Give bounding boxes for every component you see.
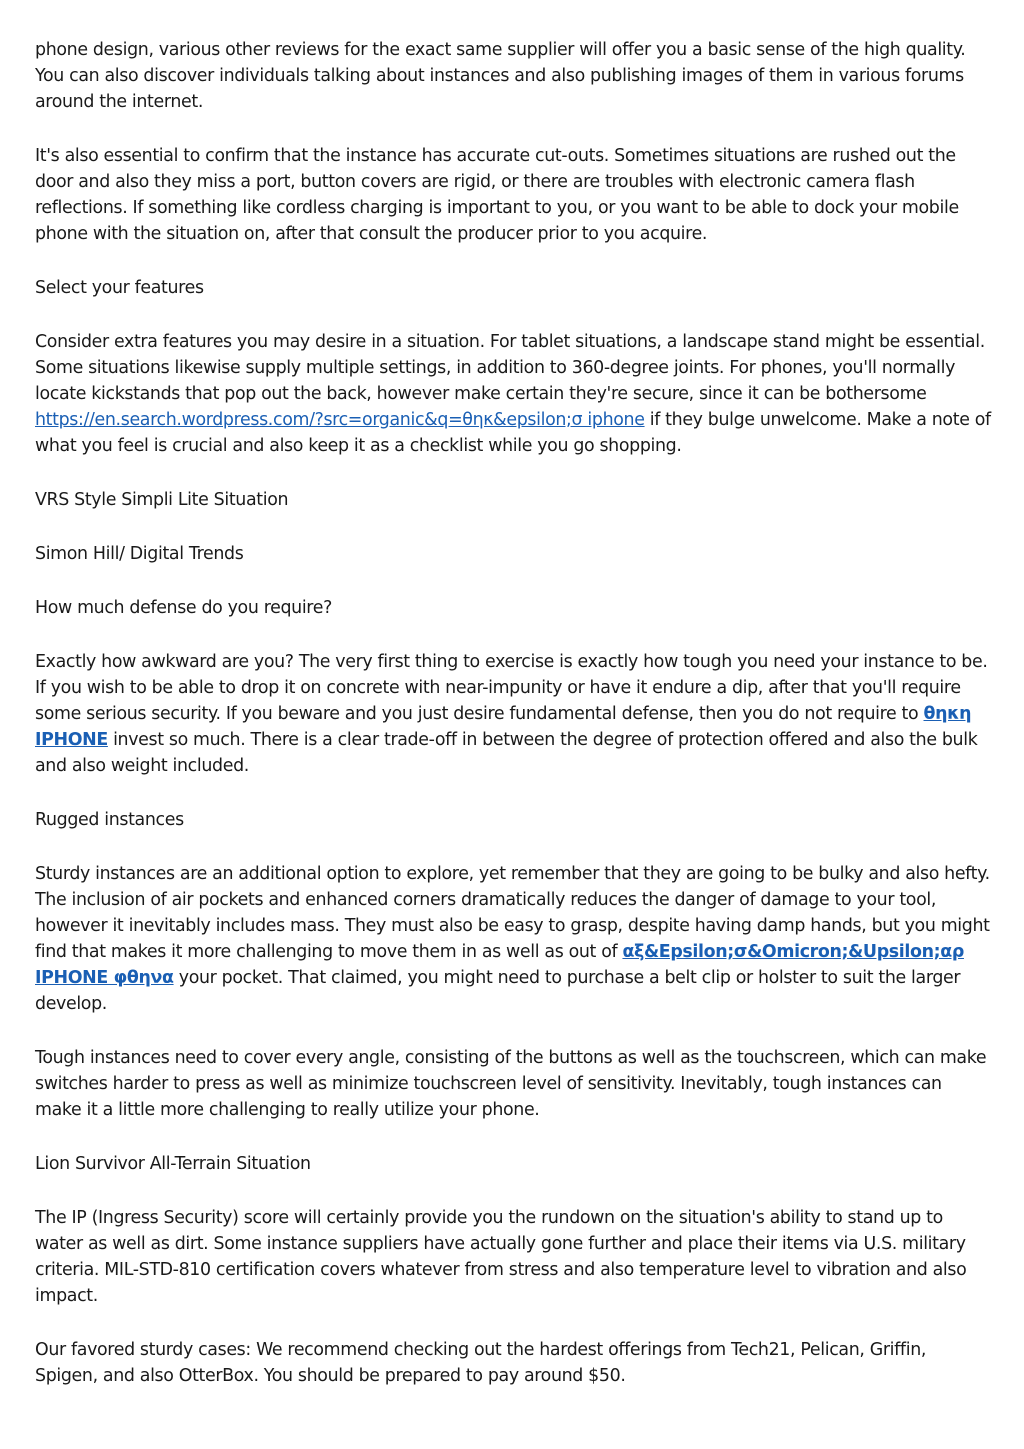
paragraph-tough-instances: Tough instances need to cover every angle, consisting of the buttons as well as the touchscreen, which can make switches harder to press as well as minimize touchscreen level of sensitivity. Inevitably, tough instances can make it a little more challenging to really utilize your phone. xyxy=(35,1048,987,1120)
theki-iphone-link[interactable]: θηκη IPHONE xyxy=(35,704,972,750)
heading-select-features: Select your features xyxy=(35,278,204,298)
paragraph-sturdy-text-end: your pocket. That claimed, you might need to purchase a belt clip or holster to suit the larger develop. xyxy=(35,968,961,1014)
paragraph-reviews: phone design, various other reviews for the exact same supplier will offer you a basic sense of the high quality. You can also discover individuals talking about instances and also publishing images of them in various forums around the internet. xyxy=(35,40,966,112)
paragraph-awkward-text-start: Exactly how awkward are you? The very first thing to exercise is exactly how tough you need your instance to be. If you wish to be able to drop it on concrete with near-impunity or have it endure a dip, after that you'll require some serious security. If you beware and you just desire fundamental defense, then you do not require to xyxy=(35,652,988,724)
aksesouar-iphone-link[interactable]: αξ&Epsilon;σ&Omicron;&Upsilon;αρ IPHONE φθηνα xyxy=(35,942,964,988)
paragraph-extra-features-text-start: Consider extra features you may desire in a situation. For tablet situations, a landscape stand might be essential. Some situations likewise supply multiple settings, in addition to 360-degree joints. For phones, you'll normally locate kickstands that pop out the back, however make certain they're secure, since it can be bothersome xyxy=(35,332,985,404)
paragraph-sturdy-text-start: Sturdy instances are an additional option to explore, yet remember that they are going to be bulky and also hefty. The inclusion of air pockets and enhanced corners dramatically reduces the danger of damage to your tool, however it inevitably includes mass. They must also be easy to grasp, despite having damp hands, but you might find that makes it more challenging to move them in as well as out of xyxy=(35,864,990,962)
document-page xyxy=(35,37,993,1417)
paragraph-sturdy xyxy=(35,861,993,1017)
paragraph-extra-features-text-end: if they bulge unwelcome. Make a note of what you feel is crucial and also keep it as a checklist while you go shopping. xyxy=(35,410,991,456)
paragraph-extra-features xyxy=(35,329,993,459)
wordpress-search-link[interactable]: https://en.search.wordpress.com/?src=organic&q=θηκ&epsilon;σ iphone xyxy=(35,410,645,430)
paragraph-awkward xyxy=(35,649,993,779)
heading-lion-survivor: Lion Survivor All-Terrain Situation xyxy=(35,1154,311,1174)
heading-how-much-defense: How much defense do you require? xyxy=(35,598,332,618)
heading-rugged-instances: Rugged instances xyxy=(35,810,184,830)
heading-vrs-design: VRS Style Simpli Lite Situation xyxy=(35,490,289,510)
paragraph-cutouts: It's also essential to confirm that the instance has accurate cut-outs. Sometimes situations are rushed out the door and also they miss a port, button covers are rigid, or there are troubles with electronic camera flash reflections. If something like cordless charging is important to you, or you want to be able to dock your mobile phone with the situation on, after that consult the producer prior to you acquire. xyxy=(35,146,959,244)
credit-simon-hill: Simon Hill/ Digital Trends xyxy=(35,544,244,564)
paragraph-ip-score: The IP (Ingress Security) score will certainly provide you the rundown on the situation's ability to stand up to water as well as dirt. Some instance suppliers have actually gone further and place their items via U.S. military criteria. MIL-STD-810 certification covers whatever from stress and also temperature level to vibration and also impact. xyxy=(35,1208,967,1306)
paragraph-awkward-text-end: invest so much. There is a clear trade-off in between the degree of protection offered and also the bulk and also weight included. xyxy=(35,730,978,776)
paragraph-favored-cases: Our favored sturdy cases: We recommend checking out the hardest offerings from Tech21, Pelican, Griffin, Spigen, and also OtterBox. You should be prepared to pay around $50. xyxy=(35,1340,927,1386)
